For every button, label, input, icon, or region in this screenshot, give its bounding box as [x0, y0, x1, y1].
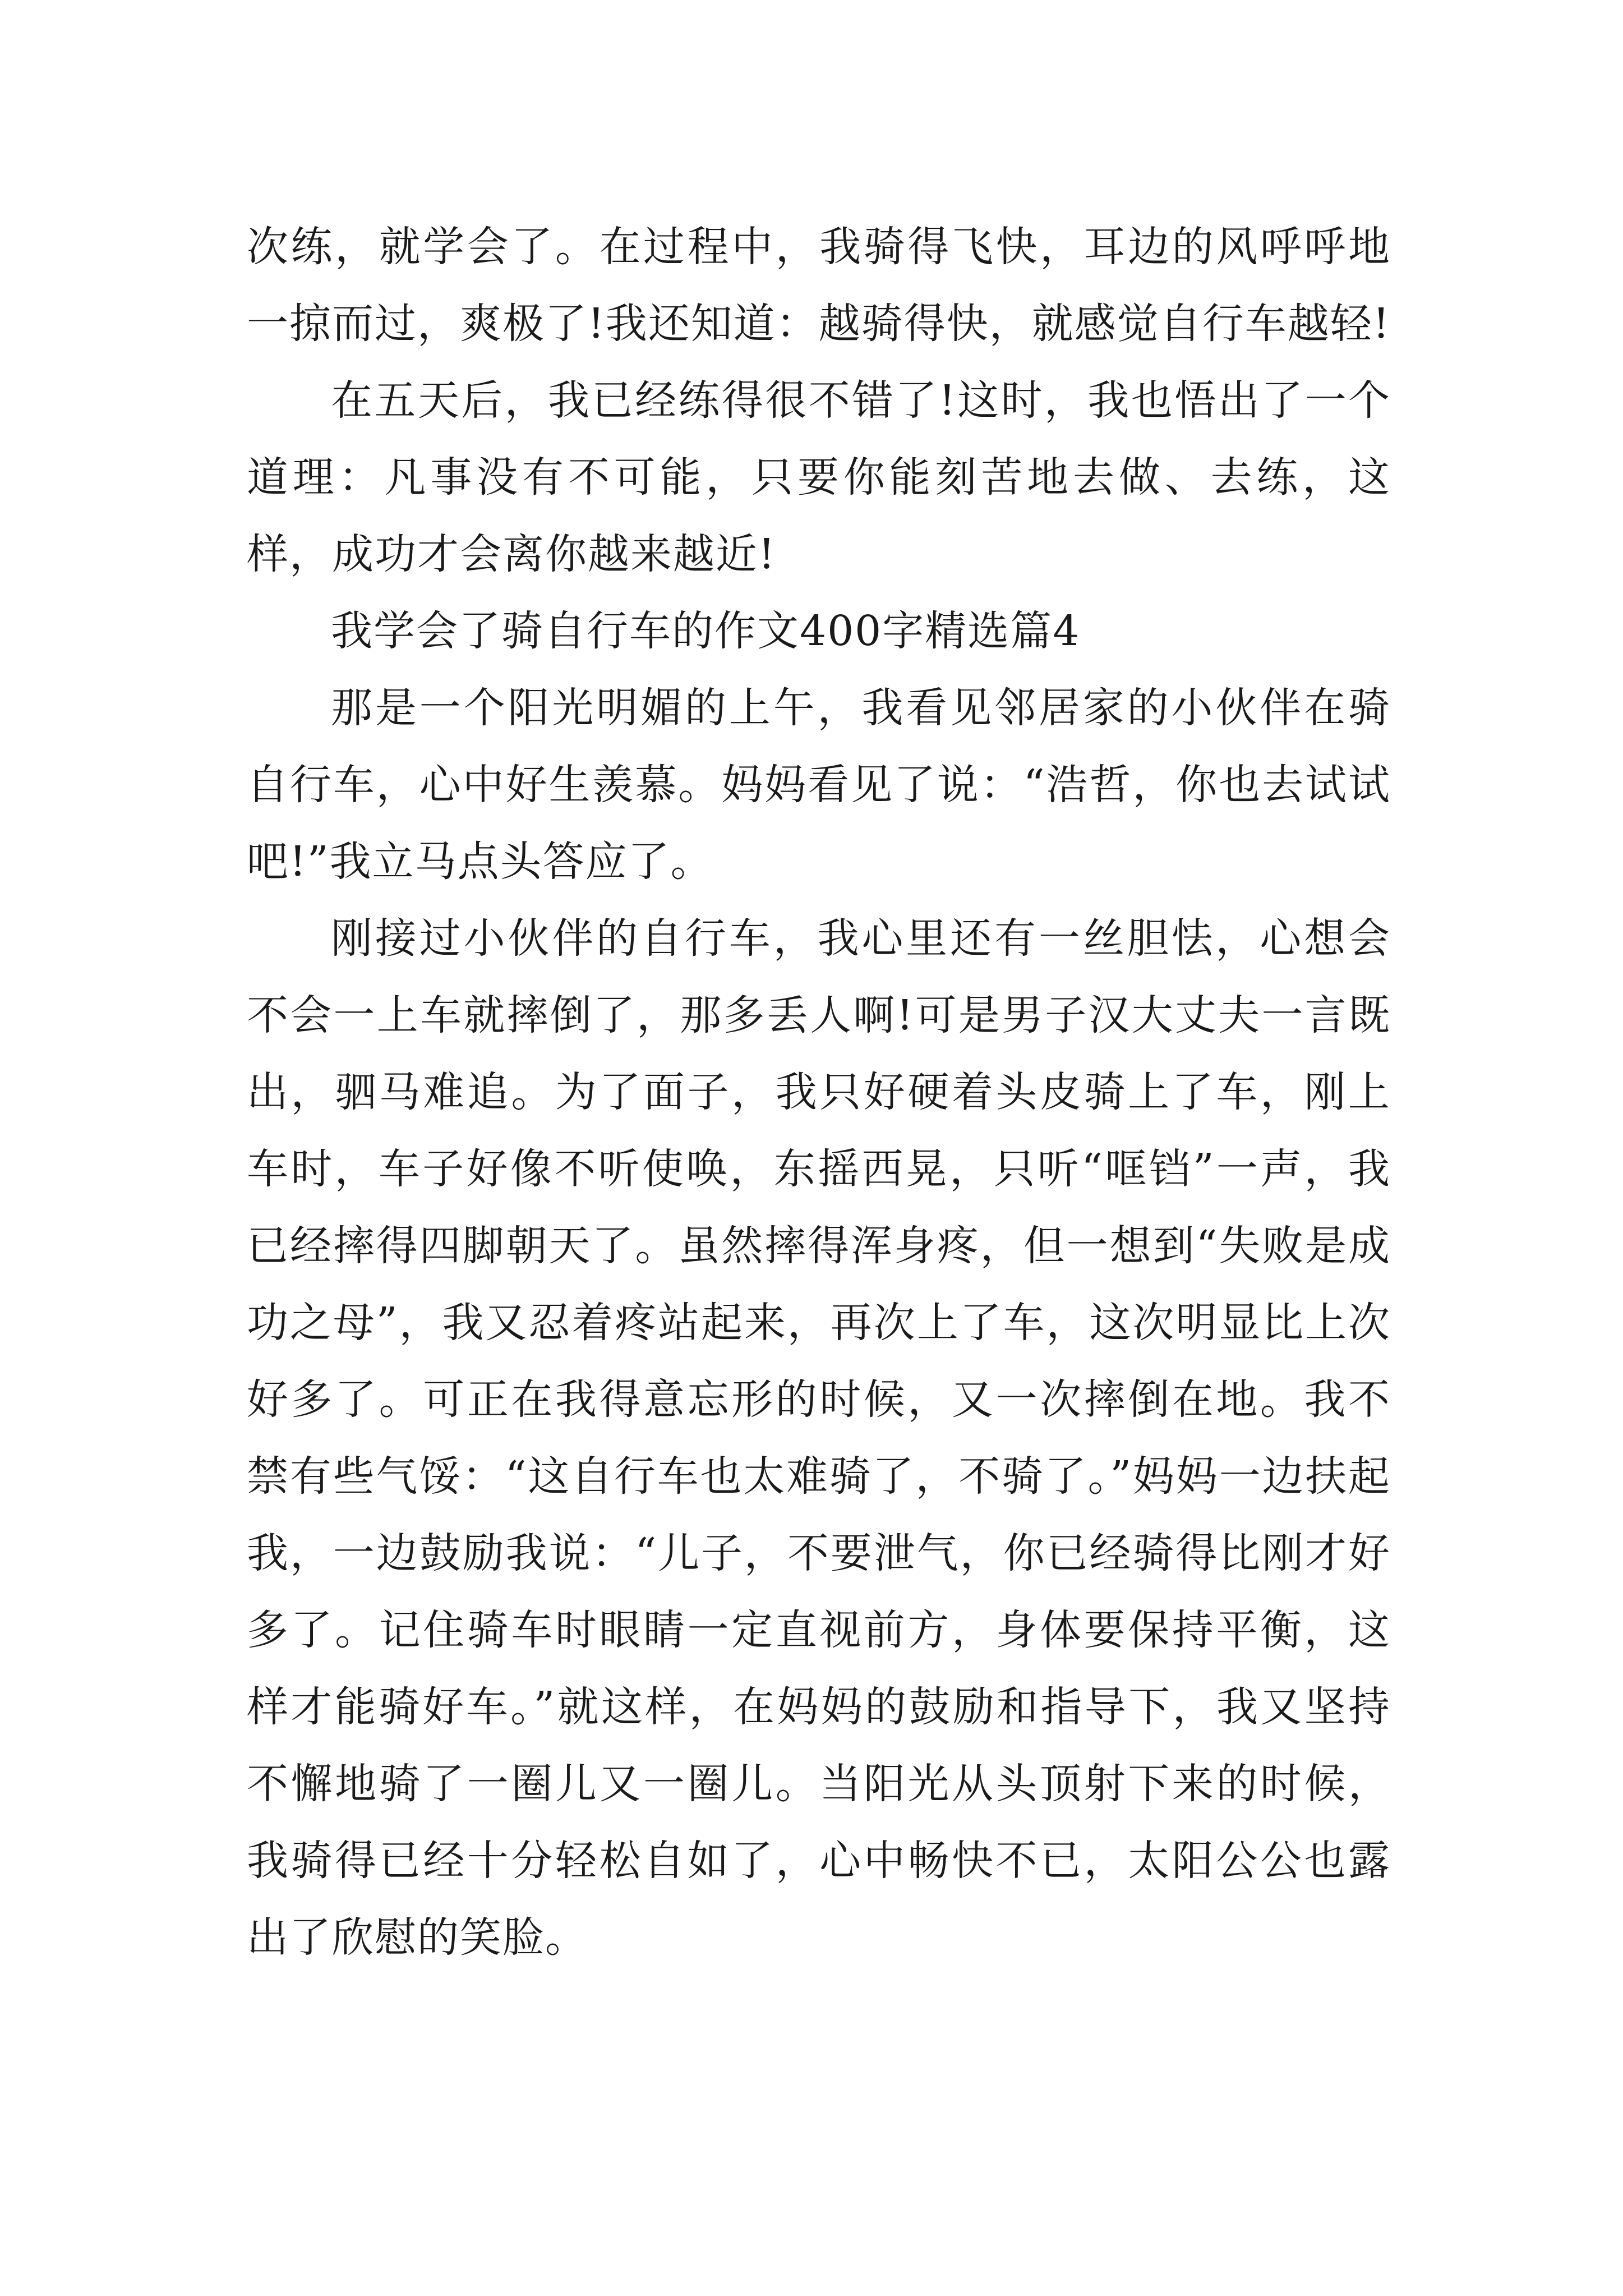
- essay-heading: 我学会了骑自行车的作文400字精选篇4: [331, 607, 1081, 655]
- paragraph-continuation: 次练，就学会了。在过程中，我骑得飞快，耳边的风呼呼地一掠而过，爽极了!我还知道：越骑得快，就感觉自行车越轻!: [247, 223, 1391, 348]
- paragraph-intro: 那是一个阳光明媚的上午，我看见邻居家的小伙伴在骑自行车，心中好生羡慕。妈妈看见了说：“浩哲，你也去试试吧!”我立马点头答应了。: [247, 684, 1391, 886]
- paragraph-story: 刚接过小伙伴的自行车，我心里还有一丝胆怯，心想会不会一上车就摔倒了，那多丢人啊!可是男子汉大丈夫一言既出，驷马难追。为了面子，我只好硬着头皮骑上了车，刚上车时，车子好像不听使唤，东摇西晃，只听“哐铛”一声，我已经摔得四脚朝天了。虽然摔得浑身疼，但一想到“失败是成功之母”，我又忍着疼站起来，再次上了车，这次明显比上次好多了。可正在我得意忘形的时候，又一次摔倒在地。我不禁有些气馁：“这自行车也太难骑了，不骑了。”妈妈一边扶起我，一边鼓励我说：“儿子，不要泄气，你已经骑得比刚才好多了。记住骑车时眼睛一定直视前方，身体要保持平衡，这样才能骑好车。”就这样，在妈妈的鼓励和指导下，我又坚持不懈地骑了一圈儿又一圈儿。当阳光从头顶射下来的时候，我骑得已经十分轻松自如了，心中畅快不已，太阳公公也露出了欣慰的笑脸。: [247, 914, 1391, 1962]
- document-body: [247, 209, 1391, 1976]
- paragraph-reflection: 在五天后，我已经练得很不错了!这时，我也悟出了一个道理：凡事没有不可能，只要你能刻苦地去做、去练，这样，成功才会离你越来越近!: [247, 376, 1391, 578]
